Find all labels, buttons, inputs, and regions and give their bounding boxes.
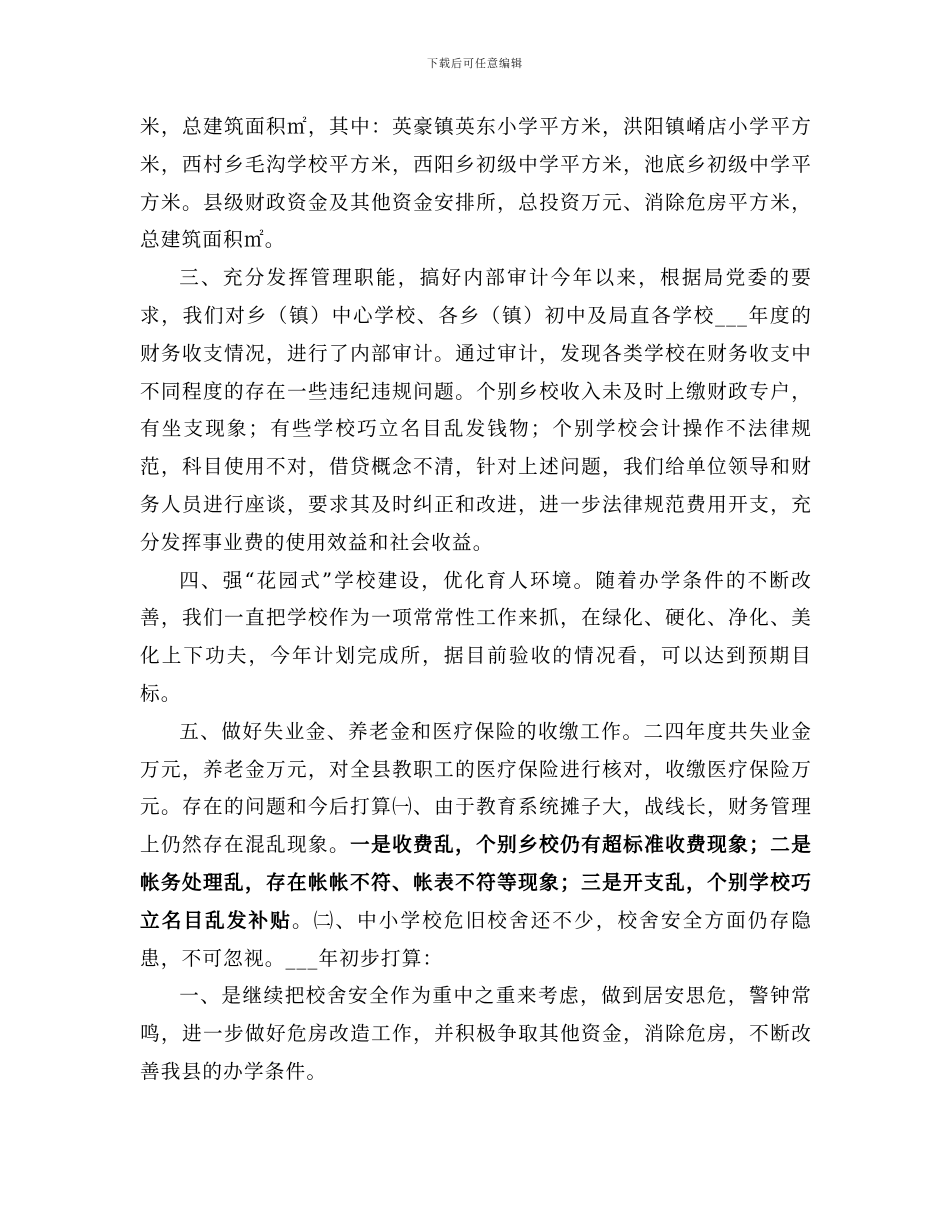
paragraph-building-area <box>140 108 812 259</box>
paragraph-bold-text: 一是收费乱，个别乡校仍有超标准收费现象；二是帐务处理乱，存在帐帐不符、帐表不符等现象；三是开支乱，个别学校巧立名目乱发补贴 <box>140 833 813 932</box>
paragraph-text: 一、是继续把校舍安全作为重中之重来考虑，做到居安思危，警钟常鸣，进一步做好危房改造工作，并积极争取其他资金，消除危房，不断改善我县的办学条件。 <box>140 984 812 1083</box>
paragraph-garden-school <box>140 562 812 713</box>
page-header: 下载后可任意编辑 <box>427 57 523 70</box>
document-body <box>140 108 812 1091</box>
paragraph-text: 三、充分发挥管理职能，搞好内部审计今年以来，根据局党委的要求，我们对乡（镇）中心学校、各乡（镇）初中及局直各学校___年度的财务收支情况，进行了内部审计。通过审计，发现各类学校在财务收支中不同程度的存在一些违纪违规问题。个别乡校收入未及时上缴财政专户，有坐支现象；有些学校巧立名目乱发钱物；个别学校会计操作不法律规范，科目使用不对，借贷概念不清，针对上述问题，我们给单位领导和财务人员进行座谈，要求其及时纠正和改进，进一步法律规范费用开支，充分发挥事业费的使用效益和社会收益。 <box>140 266 812 554</box>
paragraph-text: 四、强“花园式”学校建设，优化育人环境。随着办学条件的不断改善，我们一直把学校作为一项常常性工作来抓，在绿化、硬化、净化、美化上下功夫，今年计划完成所，据目前验收的情况看，可以达到预期目标。 <box>140 568 812 705</box>
paragraph-school-safety <box>140 977 812 1090</box>
paragraph-text: 五、做好失业金、养老金和医疗保险的收缴工作。二四年度共失业金万元，养老金万元，对全县教职工的医疗保险进行核对，收缴医疗保险万元。存在的问题和今后打算㈠、由于教育系统摊子大，战线长，财务管理上仍然存在混乱现象。 <box>140 719 812 857</box>
paragraph-insurance-collection <box>140 713 812 978</box>
paragraph-text: 米，总建筑面积㎡，其中：英豪镇英东小学平方米，洪阳镇崤店小学平方米，西村乡毛沟学校平方米，西阳乡初级中学平方米，池底乡初级中学平方米。县级财政资金及其他资金安排所，总投资万元、消除危房平方米，总建筑面积㎡。 <box>140 115 812 252</box>
paragraph-internal-audit <box>140 259 812 561</box>
paragraph-text: 。㈡、中小学校危旧校舍还不少，校舍安全方面仍存隐患，不可忽视。___年初步打算： <box>140 908 812 970</box>
